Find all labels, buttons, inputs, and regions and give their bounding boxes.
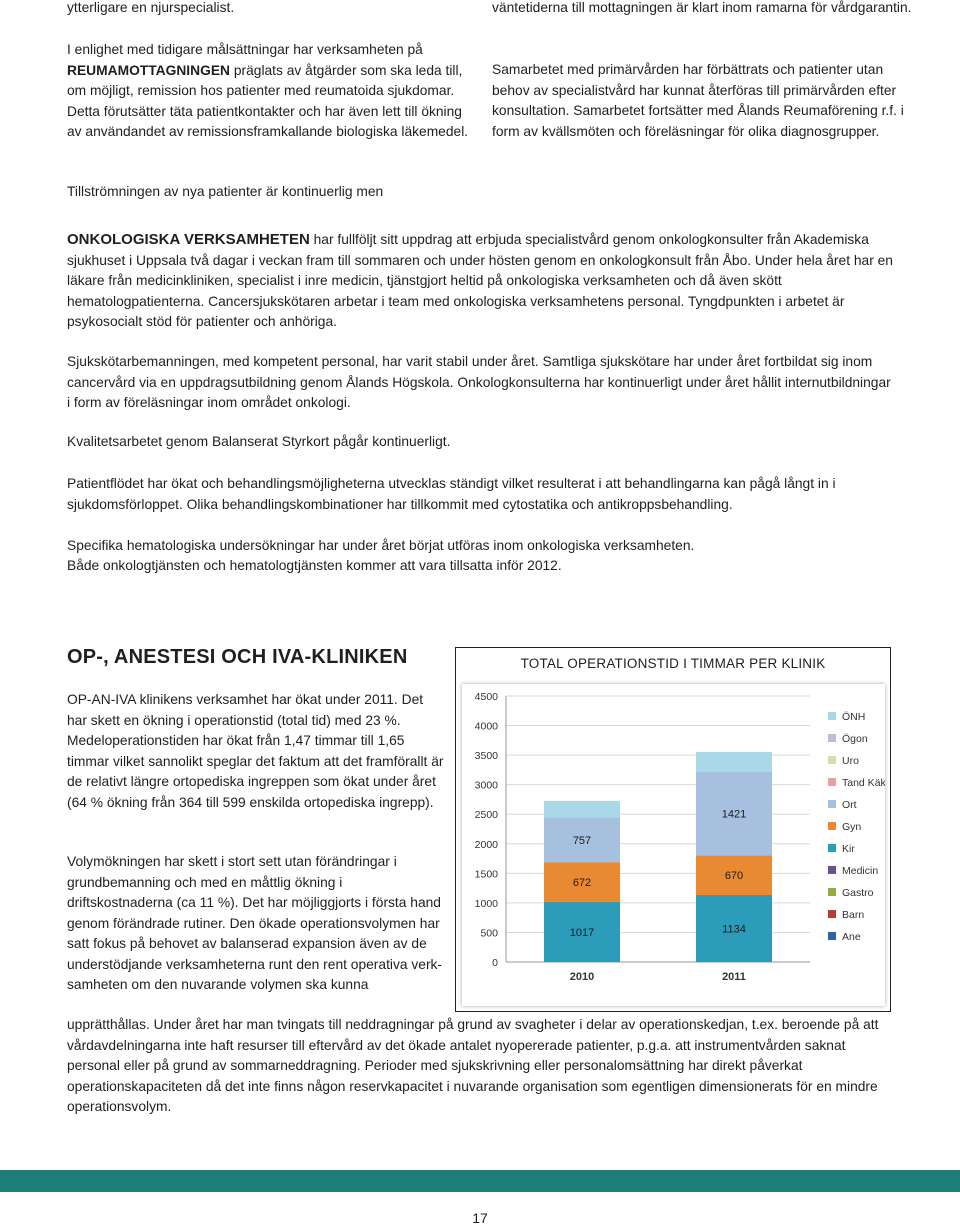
legend-label: Ögon xyxy=(842,733,868,745)
onkologi-heading: ONKOLOGISKA VERKSAMHETEN xyxy=(67,231,310,248)
data-label: 1421 xyxy=(721,808,747,821)
y-tick-label: 1500 xyxy=(474,868,498,881)
legend-label: Gastro xyxy=(842,887,874,899)
onkologi-paragraph-2: Sjukskötarbemanningen, med kompetent personal, har varit stabil under året. Samtliga sjukskötare har under året fortbildat sig inom cancervård via en uppdragsutbildning genom Ålands Högskola. Onkologkonsulterna har kontinuerligt under året hållit internutbildningar i form av föreläsningar inom området onkologi. xyxy=(67,354,891,410)
page-number: 17 xyxy=(472,1210,488,1226)
y-tick-label: 3500 xyxy=(474,750,498,763)
y-tick-label: 4000 xyxy=(474,720,498,733)
legend-swatch xyxy=(828,734,836,742)
op-paragraph-1: OP-AN-IVA klinikens verksamhet har ökat under 2011. Det har skett en ökning i operationstid (total tid) med 23 %. Medeloperationstiden har ökat från 1,47 timmar till 1,65 timmar vilket sannolikt speglar det faktum att det framförallt är de relativt längre ortopediska ingreppen som ökat under året (64 % ökning från 364 till 599 enskilda ortopediska ingrepp). xyxy=(67,692,444,810)
y-tick-label: 0 xyxy=(492,957,498,969)
legend-swatch xyxy=(828,800,836,808)
data-label: 670 xyxy=(724,870,744,883)
footer-band xyxy=(0,1170,960,1192)
y-tick-label: 2000 xyxy=(474,838,498,851)
onkologi-paragraph-1 xyxy=(67,230,897,333)
right-column-waittime: väntetiderna till mottagningen är klart inom ramarna för vårdgarantin. xyxy=(492,0,912,15)
legend-label: Tand Käk xyxy=(842,777,885,789)
chart-frame xyxy=(455,647,891,1012)
y-tick-label: 500 xyxy=(480,927,498,940)
legend-label: Kir xyxy=(842,843,855,855)
reuma-paragraph xyxy=(67,40,477,143)
legend-swatch xyxy=(828,866,836,874)
onkologi-paragraph-5b: Både onkologtjänsten och hematologtjänsten kommer att vara tillsatta inför 2012. xyxy=(67,558,562,573)
reuma-intro: I enlighet med tidigare målsättningar har verksamheten på xyxy=(67,42,423,57)
left-column-carryover: ytterligare en njurspecialist. xyxy=(67,0,235,15)
data-label: 757 xyxy=(572,834,592,847)
reuma-flow-line: Tillströmningen av nya patienter är kontinuerlig men xyxy=(67,184,384,199)
legend-swatch xyxy=(828,712,836,720)
legend-swatch xyxy=(828,844,836,852)
data-label: 672 xyxy=(572,877,592,890)
right-column-cooperation: Samarbetet med primärvården har förbättrats och patienter utan behov av specialistvård har kunnat återföras till primärvården efter konsultation. Samarbetet fortsätter med Ålands Reumaförening r.f. i form av kvällsmöten och föreläsningar för olika diagnosgrupper. xyxy=(492,62,904,139)
chart-panel xyxy=(462,684,885,1006)
stacked-bar-chart xyxy=(462,684,885,1006)
y-tick-label: 3000 xyxy=(474,779,498,792)
legend-label: Gyn xyxy=(842,821,862,833)
y-tick-label: 2500 xyxy=(474,809,498,822)
reuma-body: präglats av åtgärder som ska leda till, om möjligt, remission hos patienter med reumatoida sjukdomar. Detta förutsätter täta patientkontakter och har även lett till ökning av användandet av remissionsframkallande biologiska läkemedel. xyxy=(67,62,469,139)
onkologi-paragraph-5a: Specifika hematologiska undersökningar har under året börjat utföras inom onkologiska verksamheten. xyxy=(67,538,695,553)
y-tick-label: 1000 xyxy=(474,897,498,910)
y-tick-label: 4500 xyxy=(474,691,498,703)
legend-swatch xyxy=(828,822,836,830)
op-paragraph-3: upprätthållas. Under året har man tvingats till neddragningar på grund av svagheter i delar av operationskedjan, t.ex. beroende på att vårdavdelningarna inte haft resurser till eftervård av det ökade antalet nyopererade patienter, p.g.a. att instrumentvården saknat personal eller på grund av sommarneddragning. Perioder med sjukskrivning eller personalomsättning har direkt påverkat operationskapaciteten då det inte finns någon reservkapacitet i nuvarande organisation som egentligen dimensionerats för en mindre operationsvolym. xyxy=(67,1017,879,1114)
legend-swatch xyxy=(828,888,836,896)
legend-label: Medicin xyxy=(842,865,879,877)
legend-swatch xyxy=(828,932,836,940)
x-tick-label: 2011 xyxy=(722,971,746,983)
data-label: 1017 xyxy=(569,926,595,939)
legend-label: Uro xyxy=(842,755,859,767)
onkologi-paragraph-4: Patientflödet har ökat och behandlingsmöjligheterna utvecklas ständigt vilket resulterat i att behandlingarna kan pågå långt in i sjukdomsförloppet. Olika behandlingskombinationer har tillkommit med cytostatika och antikroppsbehandling. xyxy=(67,476,836,512)
data-label: 1134 xyxy=(722,923,746,936)
op-heading: OP-, ANESTESI OCH IVA-KLINIKEN xyxy=(67,646,408,668)
bar-segment-önh xyxy=(544,801,620,818)
reuma-heading: REUMAMOTTAGNINGEN xyxy=(67,62,230,78)
op-paragraph-2: Volymökningen har skett i stort sett utan förändringar i grundbemanning och med en måttlig ökning i driftskostnaderna (ca 11 %). Det har möjliggjorts i första hand genom förändrade rutiner. Den ökade operationsvolymen har satt fokus på behovet av balanserad expansion även av de understödjande verksamheterna runt den rent operativa verk-samheten om den nuvarande volymen ska kunna xyxy=(67,854,443,992)
legend-swatch xyxy=(828,778,836,786)
x-tick-label: 2010 xyxy=(569,971,595,983)
legend-label: Ane xyxy=(842,931,861,943)
legend-label: Barn xyxy=(842,909,865,921)
legend-label: Ort xyxy=(842,799,857,811)
legend-swatch xyxy=(828,756,836,764)
chart-title: TOTAL OPERATIONSTID I TIMMAR PER KLINIK xyxy=(520,656,826,671)
legend-label: ÖNH xyxy=(842,711,866,723)
onkologi-body-1: har fullföljt sitt uppdrag att erbjuda specialistvård genom onkologkonsulter från Akademiska sjukhuset i Uppsala två dagar i veckan fram till sommaren och under hösten genom en onkologkonsult från Åbo. Under hela året har en läkare från medicinkliniken, specialist i inre medicin, tjänstgjort heltid på onkologiska verksamheten och då även skött hematologpatienterna. Cancersjukskötaren arbetar i team med onkologiska verksamhetens personal. Tyngdpunkten i arbetet är psykosocialt stöd för patienter och anhöriga. xyxy=(67,232,893,329)
onkologi-paragraph-3: Kvalitetsarbetet genom Balanserat Styrkort pågår kontinuerligt. xyxy=(67,434,451,449)
legend-swatch xyxy=(828,910,836,918)
bar-segment-önh xyxy=(696,752,772,772)
